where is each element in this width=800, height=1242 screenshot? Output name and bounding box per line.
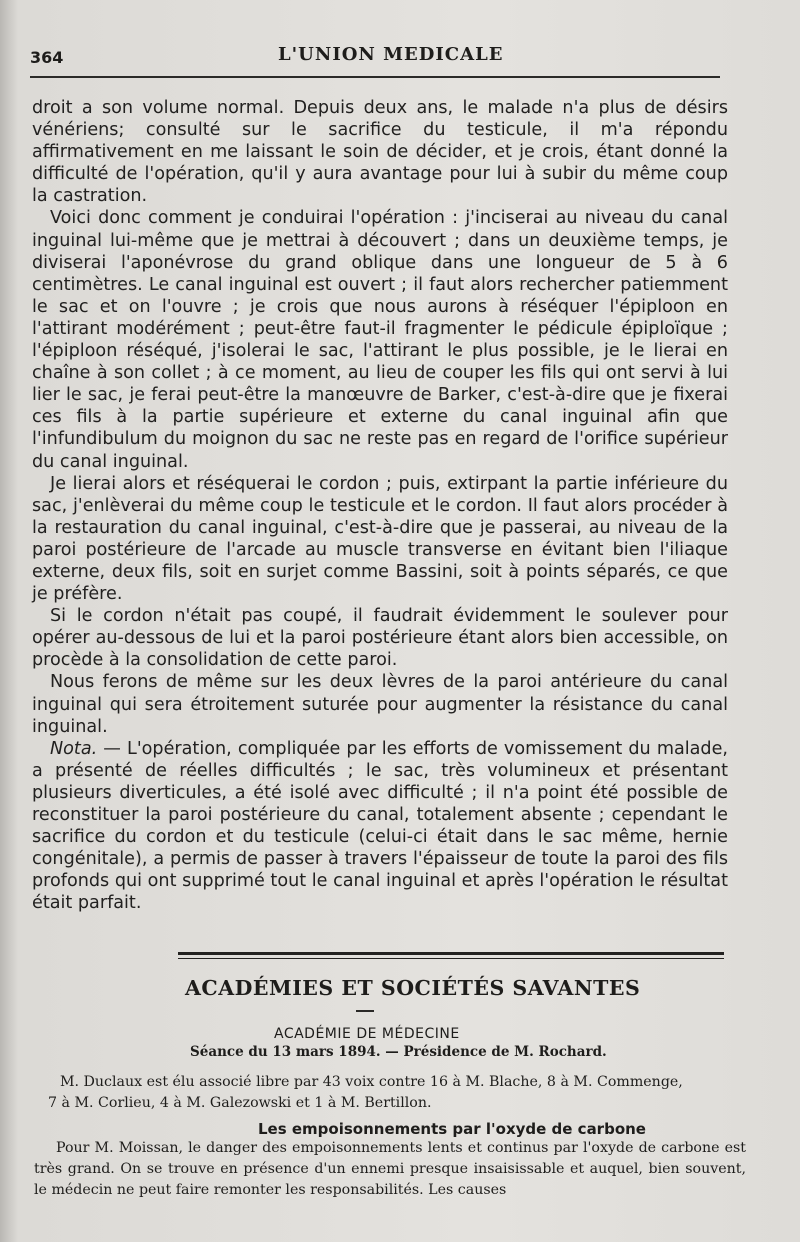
page-header [30, 44, 720, 68]
nota-paragraph [32, 738, 728, 915]
nota-text: — L'opération, compliquée par les efforts de vomissement du malade, a présenté de réelles difficultés ; le sac, très volumineux et présentant plusieurs diverticules, a été isolé avec difficulté ; il n'a point été possible de reconstituer la paroi postérieure du canal, totalement absente ; cependant le sacrifice du cordon et du testicule (celui-ci était dans le sac même, hernie congénitale), a permis de passer à travers l'épaisseur de toute la paroi des fils profonds qui ont supprimé tout le canal inguinal et après l'opération le résultat était parfait. [32, 738, 728, 914]
body-paragraph: Si le cordon n'était pas coupé, il faudrait évidemment le soulever pour opérer au-dessous de lui et la paroi postérieure étant alors bien accessible, on procède à la consolidation de cette paroi. [32, 606, 728, 671]
page-number: 364 [30, 48, 64, 67]
body-paragraph: droit a son volume normal. Depuis deux ans, le malade n'a plus de désirs vénériens; consulté sur le sacrifice du testicule, il m'a répondu affirmativement en me laissant le soin de décider, et je crois, étant donné la difficulté de l'opération, qu'il y aura avantage pour lui à subir du même coup la castration. [32, 98, 728, 207]
announcement-line: 7 à M. Corlieu, 4 à M. Galezowski et 1 à M. Bertillon. [48, 1095, 432, 1111]
seance-line: Séance du 13 mars 1894. — Présidence de M. Rochard. [190, 1044, 607, 1060]
section-rule-thin [178, 958, 724, 959]
body-paragraph: Voici donc comment je conduirai l'opération : j'inciserai au niveau du canal inguinal lui-même que je mettrai à découvert ; dans un deuxième temps, je diviserai l'aponévrose du grand oblique dans une longueur de 5 à 6 centimètres. Le canal inguinal est ouvert ; il faut alors rechercher patiemment le sac et on l'ouvre ; je crois que nous aurons à réséquer l'épiploon en l'attirant modérément ; peut-être faut-il fragmenter le pédicule épiploïque ; l'épiploon réséqué, j'isolerai le sac, l'attirant le plus possible, je le lierai en chaîne à son collet ; à ce moment, au lieu de couper les fils qui ont servi à lui lier le sac, je ferai peut-être la manœuvre de Barker, c'est-à-dire que je fixerai ces fils à la partie supérieure et externe du canal inguinal afin que l'infundibulum du moignon du sac ne reste pas en regard de l'orifice supérieur du canal inguinal. [32, 208, 728, 472]
announcement-line: M. Duclaux est élu associé libre par 43 voix contre 16 à M. Blache, 8 à M. Commenge, [60, 1074, 683, 1090]
body-paragraph: Je lierai alors et réséquerai le cordon ; puis, extirpant la partie inférieure du sac, j'enlèverai du même coup le testicule et le cordon. Il faut alors procéder à la restauration du canal inguinal, c'est-à-dire que je passerai, au niveau de la paroi postérieure de l'arcade au muscle transverse en évitant bien l'iliaque externe, deux fils, soit en surjet comme Bassini, soit à points séparés, ce que je préfère. [32, 473, 728, 605]
academy-name: ACADÉMIE DE MÉDECINE [274, 1026, 460, 1042]
header-rule [30, 76, 720, 78]
election-announcement [48, 1072, 738, 1114]
running-head: L'UNION MEDICALE [278, 44, 504, 65]
nota-label: Nota. [50, 738, 98, 759]
section-title: ACADÉMIES ET SOCIÉTÉS SAVANTES [185, 976, 641, 1000]
body-paragraph: Pour M. Moissan, le danger des empoisonnements lents et continus par l'oxyde de carbone est très grand. On se trouve en présence d'un ennemi presque insaisissable et auquel, bien souvent, le médecin ne peut faire remonter les responsabilités. Les causes [34, 1140, 746, 1198]
section-dash [356, 1010, 374, 1012]
article-body [32, 97, 728, 914]
section-rule-thick [178, 952, 724, 955]
subheading: Les empoisonnements par l'oxyde de carbone [258, 1120, 646, 1138]
body-paragraph: Nous ferons de même sur les deux lèvres de la paroi antérieure du canal inguinal qui sera étroitement suturée pour augmenter la résistance du canal inguinal. [32, 672, 728, 737]
moissan-paragraph [34, 1138, 746, 1201]
